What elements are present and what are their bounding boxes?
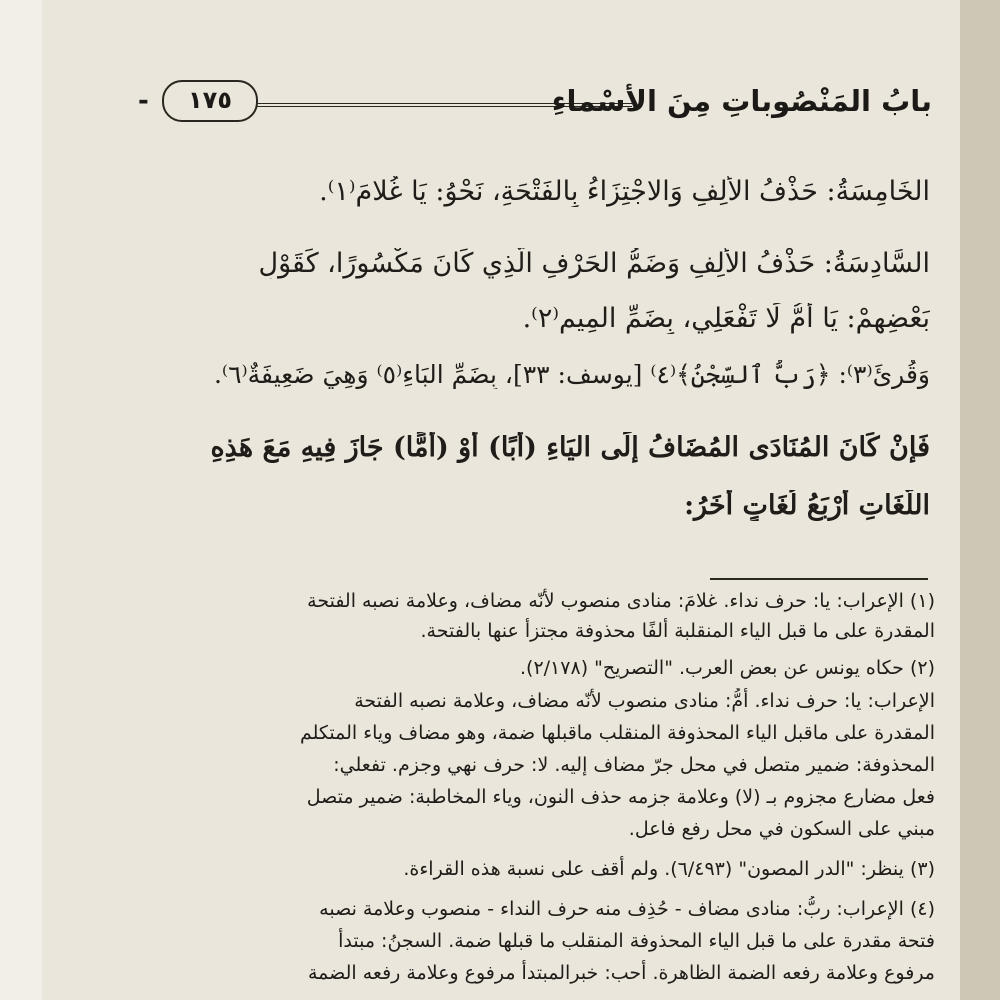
- body-line-4: وَقُرِئَ⁽٣⁾: ﴿رَبُّ ٱلسِّجْنُ﴾⁽٤⁾ [يوسف: ٣٣]، بِضَمِّ البَاءِ⁽٥⁾ وَهِيَ ضَعِيفَةٌ⁽٦⁾.: [213, 360, 930, 389]
- header-dash: -: [138, 86, 149, 116]
- body-line-3: بَعْضِهِمْ: يَا أُمُّ لَا تَفْعَلِي، بِضَمِّ المِيمِ⁽٢⁾.: [522, 303, 930, 334]
- body-line-1: الخَامِسَةُ: حَذْفُ الألِفِ وَالاجْتِزَاءُ بِالفَتْحَةِ، نَحْوُ: يَا غُلامَ⁽١⁾.: [319, 176, 930, 207]
- footnote-line: مبني على السكون في محل رفع فاعل.: [628, 818, 935, 840]
- footnote-line: مرفوع وعلامة رفعه الضمة الظاهرة. أحب: خبرالمبتدأ مرفوع وعلامة رفعه الضمة: [307, 962, 935, 984]
- footnote-line: الإعراب: يا: حرف نداء. أمُّ: منادى منصوب لأنّه مضاف، وعلامة نصبه الفتحة: [354, 690, 935, 712]
- footnote-separator: [710, 578, 928, 580]
- footnote-line: (٢) حكاه يونس عن بعض العرب. "التصريح" (٢/١٧٨).: [520, 657, 935, 679]
- body-line-2: السَّادِسَةُ: حَذْفُ الألِفِ وَضَمُّ الحَرْفِ الَّذِي كَانَ مَكْسُورًا، كَقَوْلِ: [258, 248, 930, 279]
- footnote-line: فتحة مقدرة على ما قبل الياء المحذوفة المنقلب ما قبلها ضمة. السجنُ: مبتدأ: [338, 930, 935, 952]
- footnote-line: (٤) الإعراب: ربُّ: منادى مضاف - حُذِف منه حرف النداء - منصوب وعلامة نصبه: [319, 898, 935, 920]
- left-margin: [0, 0, 42, 1000]
- chapter-title: بابُ المَنْصُوباتِ مِنَ الأسْماءِ: [551, 84, 932, 118]
- body-line-5: فَإِنْ كَانَ المُنَادَى المُضَافُ إِلَى اليَاءِ (أَبًا) أَوْ (أُمًّا) جَازَ فِيهِ مَعَ هَذِهِ: [210, 432, 930, 463]
- footnote-line: (٣) ينظر: "الدر المصون" (٦/٤٩٣). ولم أقف على نسبة هذه القراءة.: [403, 858, 935, 880]
- footnote-line: المحذوفة: ضمير متصل في محل جرّ مضاف إليه. لا: حرف نهي وجزم. تفعلي:: [333, 754, 935, 776]
- footnote-line: المقدرة على ماقبل الياء المحذوفة المنقلب ماقبلها ضمة، وهو مضاف وياء المتكلم: [299, 722, 935, 744]
- footnote-line: (١) الإعراب: يا: حرف نداء. غلامَ: منادى منصوب لأنّه مضاف، وعلامة نصبه الفتحة: [307, 590, 935, 612]
- body-line-6: اللُّغَاتِ أَرْبَعُ لُغَاتٍ أُخَرُ:: [684, 490, 930, 521]
- footnote-line: المقدرة على ما قبل الياء المنقلبة ألفًا محذوفة مجتزأً عنها بالفتحة.: [420, 620, 935, 642]
- footnote-line: فعل مضارع مجزوم بـ (لا) وعلامة جزمه حذف النون، وياء المخاطبة: ضمير متصل: [306, 786, 935, 808]
- page-header: [138, 84, 932, 128]
- page-number: ١٧٥: [162, 80, 258, 122]
- page-edge: [960, 0, 1000, 1000]
